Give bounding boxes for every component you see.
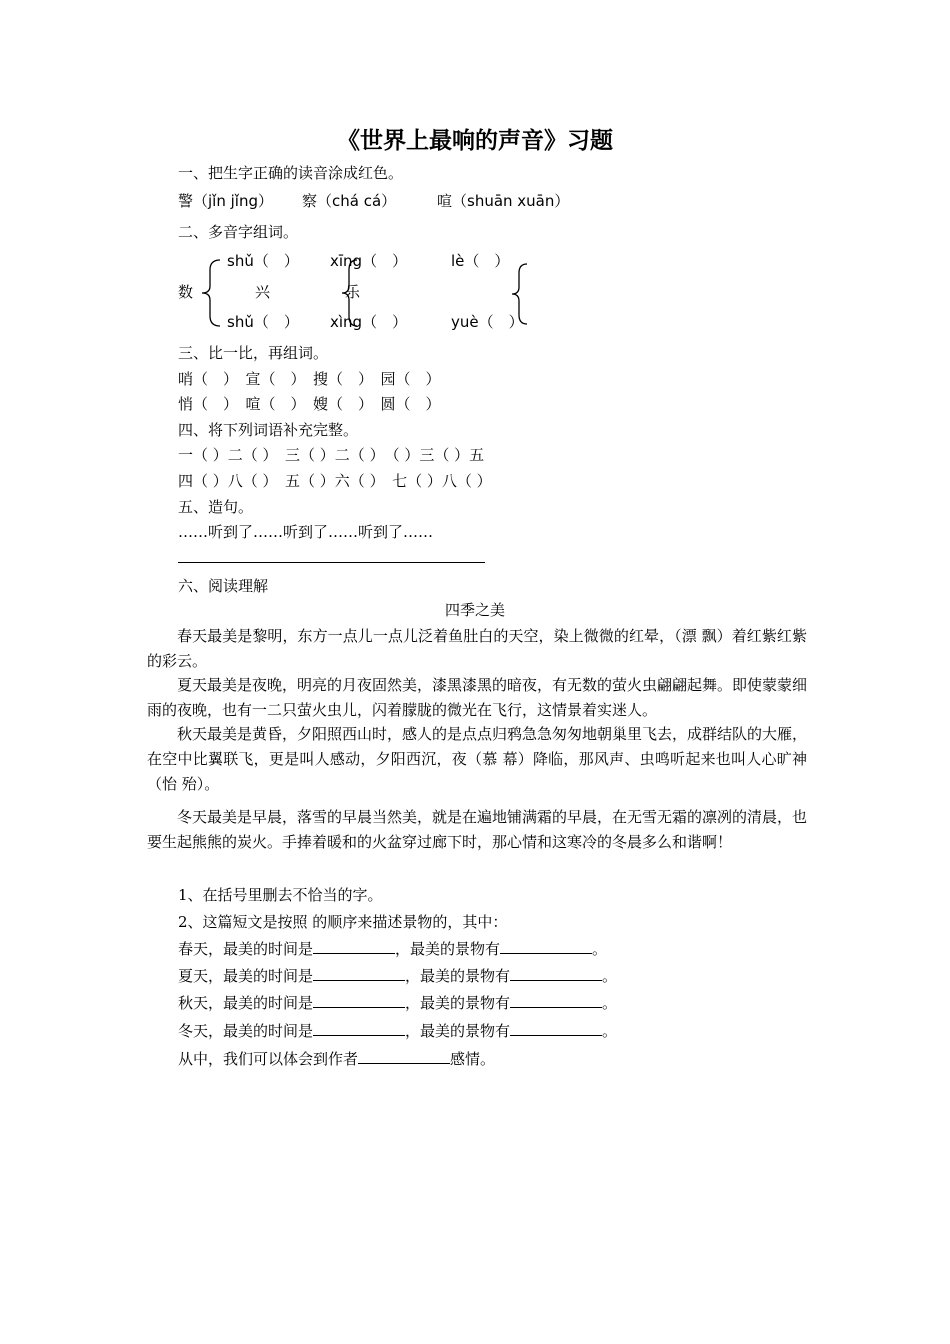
- row-season: 冬天，最美的时间是: [178, 1022, 314, 1040]
- shu-char: 数: [178, 283, 194, 301]
- brace-shu: [200, 258, 222, 328]
- q6-heading: 六、阅读理解: [178, 577, 269, 595]
- row-end: 。: [602, 967, 618, 985]
- shu-bottom-pinyin: shǔ（ ）: [227, 313, 299, 331]
- q4-row-2: 四（ ）八（ ） 五（ ）六（ ） 七（ ）八（ ）: [178, 472, 492, 490]
- answer-row-autumn: [178, 992, 617, 1013]
- paragraph-summer: 夏天最美是夜晚，明亮的月夜固然美，漆黑漆黑的暗夜，有无数的萤火虫翩翩起舞。即使蒙蒙细雨的夜晚，也有一二只萤火虫儿，闪着朦胧的微光在飞行，这情景着实迷人。: [147, 676, 808, 719]
- row-season: 夏天，最美的时间是: [178, 967, 314, 985]
- q1-item-jing: 警（jǐn jǐng）: [178, 192, 273, 210]
- blank-scenery[interactable]: [510, 993, 602, 1008]
- paragraph-winter: 冬天最美是早晨，落雪的早晨当然美，就是在遍地铺满霜的早晨，在无雪无霜的凛冽的清晨，也要生起熊熊的炭火。手捧着暖和的火盆穿过廊下时，那心情和这寒冷的冬晨多么和谐啊！: [147, 808, 808, 851]
- brace-le: [509, 262, 531, 326]
- blank-time[interactable]: [313, 993, 405, 1008]
- paragraph-autumn: 秋天最美是黄昏，夕阳照西山时，感人的是点点归鸦急急匆匆地朝巢里飞去，成群结队的大雁，在空中比翼联飞，更是叫人感动，夕阳西沉，夜（慕 幕）降临，那风声、虫鸣听起来也叫人心旷神（怡 殆）。: [147, 725, 808, 793]
- row-mid: ，最美的景物有: [395, 940, 501, 958]
- shu-top-pinyin: shǔ（ ）: [227, 252, 299, 270]
- blank-time[interactable]: [313, 939, 395, 954]
- xing-top-pinyin: xīng（ ）: [330, 252, 408, 270]
- row-end: 。: [602, 994, 618, 1012]
- q3-row-2: 悄（ ） 喧（ ） 嫂（ ） 圆（ ）: [178, 395, 441, 413]
- row-season: 秋天，最美的时间是: [178, 994, 314, 1012]
- q5-answer-line: [178, 562, 485, 563]
- q1-item-cha: 察（chá cá）: [302, 192, 397, 210]
- q2-heading: 二、多音字组词。: [178, 223, 299, 241]
- brace-xing: [339, 258, 361, 328]
- answer-row-final: [178, 1048, 495, 1069]
- page-title: 《世界上最响的声音》习题: [337, 127, 613, 154]
- blank-time[interactable]: [313, 1021, 405, 1036]
- row-mid: ，最美的景物有: [405, 967, 511, 985]
- le-top-pinyin: lè（ ）: [451, 252, 510, 270]
- blank-scenery[interactable]: [510, 966, 602, 981]
- blank-feeling[interactable]: [358, 1049, 450, 1064]
- row-mid: ，最美的景物有: [405, 994, 511, 1012]
- blank-time[interactable]: [313, 966, 405, 981]
- blank-scenery[interactable]: [500, 939, 592, 954]
- row-mid: ，最美的景物有: [405, 1022, 511, 1040]
- q1-heading: 一、把生字正确的读音涂成红色。: [178, 164, 404, 182]
- row-end: 。: [592, 940, 608, 958]
- answer-row-summer: [178, 965, 617, 986]
- task-2: 2、这篇短文是按照 的顺序来描述景物的，其中：: [178, 913, 508, 931]
- final-end: 感情。: [450, 1050, 496, 1068]
- answer-row-winter: [178, 1020, 617, 1041]
- q5-prompt: ……听到了……听到了……听到了……: [178, 523, 434, 541]
- q5-heading: 五、造句。: [178, 498, 254, 516]
- xing-char: 兴: [255, 283, 271, 301]
- yue-bottom-pinyin: yuè（ ）: [451, 313, 524, 331]
- answer-row-spring: [178, 938, 607, 959]
- q4-heading: 四、将下列词语补充完整。: [178, 421, 359, 439]
- row-season: 春天，最美的时间是: [178, 940, 314, 958]
- passage-title: 四季之美: [444, 601, 505, 619]
- q1-item-xuan: 喧（shuān xuān）: [437, 192, 570, 210]
- q3-heading: 三、比一比，再组词。: [178, 344, 329, 362]
- q4-row-1: 一（ ）二（ ） 三（ ）二（ ） （ ）三（ ）五: [178, 446, 485, 464]
- q3-row-1: 哨（ ） 宣（ ） 搜（ ） 园（ ）: [178, 370, 441, 388]
- paragraph-spring: 春天最美是黎明，东方一点儿一点儿泛着鱼肚白的天空，染上微微的红晕，（漂 飘）着红紫红紫的彩云。: [147, 627, 807, 670]
- task-1: 1、在括号里删去不恰当的字。: [178, 886, 383, 904]
- blank-scenery[interactable]: [510, 1021, 602, 1036]
- final-start: 从中，我们可以体会到作者: [178, 1050, 359, 1068]
- xing-bottom-pinyin: xìng（ ）: [330, 313, 408, 331]
- le-char: 乐: [345, 283, 361, 301]
- row-end: 。: [602, 1022, 618, 1040]
